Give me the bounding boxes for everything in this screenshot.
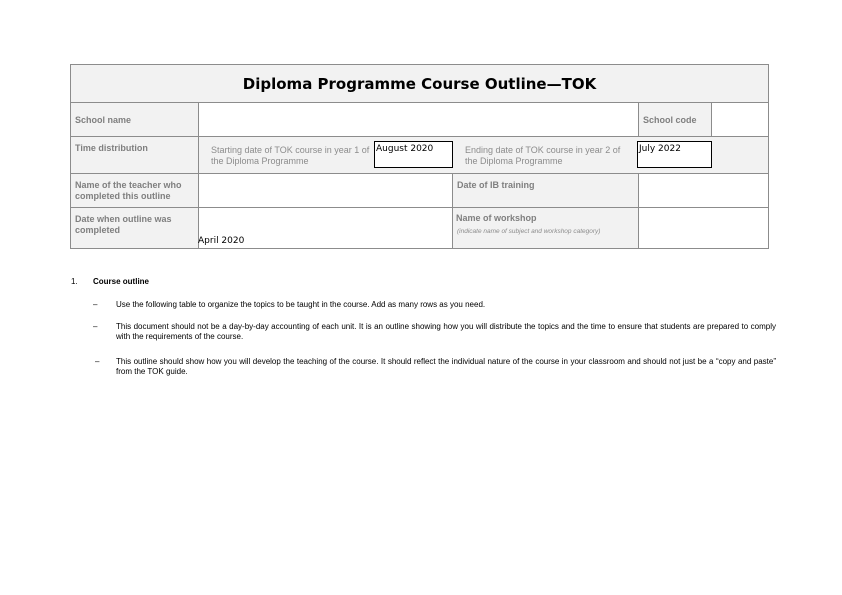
- ib-training-field[interactable]: [638, 173, 769, 208]
- workshop-note: (indicate name of subject and workshop category): [457, 228, 601, 235]
- school-name-label: School name: [70, 102, 199, 137]
- end-date-value: July 2022: [639, 144, 681, 154]
- page-title: Diploma Programme Course Outline—TOK: [70, 64, 769, 103]
- start-date-value: August 2020: [376, 144, 434, 154]
- teacher-name-label: Name of the teacher who completed this outline: [70, 173, 199, 208]
- school-name-field[interactable]: [198, 102, 639, 137]
- list-item: This document should not be a day-by-day accounting of each unit. It is an outline showing how you will distribute the topics and the time to ensure that students are prepared to comply with the requirements of the course.: [116, 322, 776, 341]
- list-item: This outline should show how you will develop the teaching of the course. It should reflect the individual nature of the course in your classroom and should not just be a “copy and paste” from the TOK guide.: [116, 357, 776, 376]
- section-number: 1.: [71, 277, 78, 286]
- school-code-label: School code: [638, 102, 712, 137]
- bullet-dash: –: [95, 357, 100, 366]
- section-heading: Course outline: [93, 277, 150, 286]
- workshop-field[interactable]: [638, 207, 769, 249]
- list-item: Use the following table to organize the topics to be taught in the course. Add as many rows as you need.: [116, 300, 486, 309]
- school-code-field[interactable]: [711, 102, 769, 137]
- bullet-dash: –: [93, 300, 98, 309]
- ib-training-label: Date of IB training: [452, 173, 639, 208]
- start-date-label: Starting date of TOK course in year 1 of the Diploma Programme: [211, 145, 370, 166]
- teacher-name-field[interactable]: [198, 173, 453, 208]
- workshop-label: Name of workshop: [456, 213, 537, 223]
- time-distribution-label: Time distribution: [70, 136, 199, 174]
- outline-date-value: April 2020: [198, 236, 245, 246]
- bullet-dash: –: [93, 322, 98, 331]
- outline-date-label: Date when outline was completed: [70, 207, 199, 249]
- end-date-label: Ending date of TOK course in year 2 of the Diploma Programme: [465, 145, 621, 166]
